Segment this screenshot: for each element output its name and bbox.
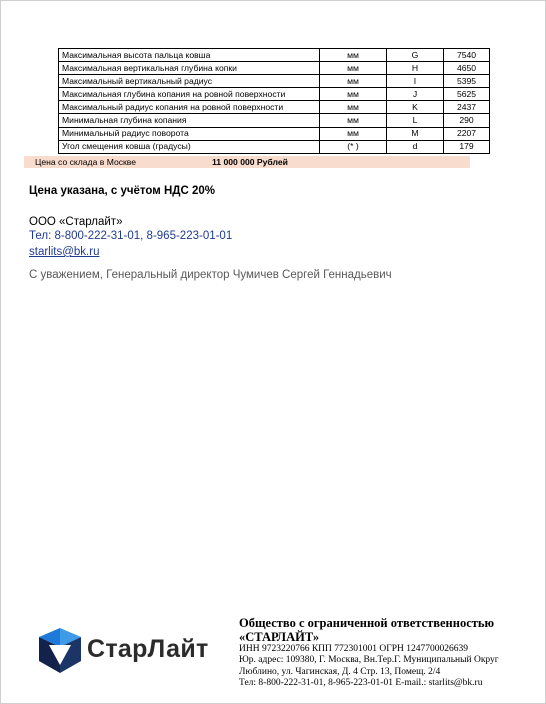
footer-address-1: Юр. адрес: 109380, Г. Москва, Вн.Тер.Г. Муниципальный Округ: [239, 655, 499, 666]
footer-address-2: Люблино, ул. Чагинская, Д. 4 Стр. 13, Помещ. 2/4: [239, 666, 441, 677]
spec-code-cell: d: [387, 140, 444, 153]
spec-name-cell: Максимальный вертикальный радиус: [59, 75, 320, 88]
spec-name-cell: Максимальная высота пальца ковша: [59, 49, 320, 62]
spec-code-cell: M: [387, 127, 444, 140]
spec-code-cell: H: [387, 62, 444, 75]
signature-line: С уважением, Генеральный директор Чумичев Сергей Геннадьевич: [29, 269, 392, 281]
specifications-table: [58, 48, 490, 154]
spec-unit-cell: мм: [320, 49, 387, 62]
spec-unit-cell: мм: [320, 114, 387, 127]
spec-value-cell: 5625: [444, 88, 490, 101]
table-row: [59, 75, 490, 88]
table-row: [59, 49, 490, 62]
logo-wordmark: СтарЛайт: [87, 635, 209, 663]
spec-value-cell: 179: [444, 140, 490, 153]
spec-unit-cell: мм: [320, 88, 387, 101]
table-row: [59, 114, 490, 127]
spec-name-cell: Максимальная глубина копания на ровной поверхности: [59, 88, 320, 101]
spec-value-cell: 4650: [444, 62, 490, 75]
footer-company-name: «СТАРЛАЙТ»: [239, 630, 320, 644]
spec-unit-cell: (* ): [320, 140, 387, 153]
spec-value-cell: 2437: [444, 101, 490, 114]
table-row: [59, 88, 490, 101]
spec-value-cell: 290: [444, 114, 490, 127]
footer-contacts: Тел: 8-800-222-31-01, 8-965-223-01-01 E-mail.: starlits@bk.ru: [239, 677, 483, 688]
spec-code-cell: K: [387, 101, 444, 114]
footer-registration: ИНН 9723220766 КПП 772301001 ОГРН 1247700026639: [239, 644, 469, 654]
spec-code-cell: G: [387, 49, 444, 62]
spec-name-cell: Минимальный радиус поворота: [59, 127, 320, 140]
spec-unit-cell: мм: [320, 127, 387, 140]
spec-unit-cell: мм: [320, 62, 387, 75]
price-row: [24, 156, 470, 168]
spec-code-cell: L: [387, 114, 444, 127]
spec-name-cell: Минимальная глубина копания: [59, 114, 320, 127]
spec-name-cell: Максимальный радиус копания на ровной поверхности: [59, 101, 320, 114]
spec-value-cell: 2207: [444, 127, 490, 140]
table-row: [59, 62, 490, 75]
company-footer: [239, 616, 499, 689]
spec-value-cell: 5395: [444, 75, 490, 88]
spec-name-cell: Угол смещения ковша (градусы): [59, 140, 320, 153]
spec-name-cell: Максимальная вертикальная глубина копки: [59, 62, 320, 75]
starlight-logo-icon: [35, 625, 85, 677]
spec-unit-cell: мм: [320, 75, 387, 88]
table-row: [59, 127, 490, 140]
spec-code-cell: J: [387, 88, 444, 101]
email-link[interactable]: starlits@bk.ru: [29, 246, 100, 258]
company-name: ООО «Старлайт»: [29, 216, 123, 228]
price-label: Цена со склада в Москве: [35, 157, 137, 167]
price-value: 11 000 000 Рублей: [212, 157, 288, 167]
spec-value-cell: 7540: [444, 49, 490, 62]
spec-unit-cell: мм: [320, 101, 387, 114]
phone-numbers: Тел: 8-800-222-31-01, 8-965-223-01-01: [29, 230, 233, 242]
table-row: [59, 101, 490, 114]
footer-title: Общество с ограниченной ответственностью: [239, 616, 495, 630]
vat-note: Цена указана, с учётом НДС 20%: [29, 185, 215, 197]
table-row: [59, 140, 490, 153]
spec-code-cell: I: [387, 75, 444, 88]
